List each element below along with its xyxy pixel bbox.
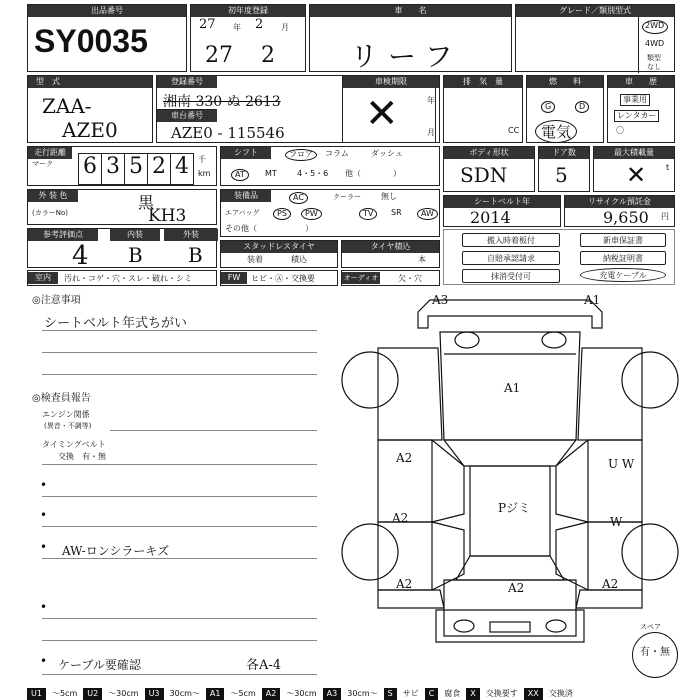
recycle-unit: 円: [661, 212, 669, 221]
history-box: [607, 75, 675, 143]
mark-uw: U W: [608, 457, 635, 471]
mark-a2-left-front: A2: [396, 451, 413, 465]
engine-label: エンジン関係: [42, 410, 90, 419]
exhaust-unit: CC: [508, 126, 520, 135]
notes-line-rule-2: [42, 352, 317, 353]
bullet-3-text: AW-ロンシラーキズ: [62, 544, 170, 558]
bullet-4: •: [40, 600, 48, 614]
shift-dash: ダッシュ: [371, 149, 403, 158]
chassis-header: 車台番号: [157, 110, 217, 122]
body-type-box: [443, 146, 535, 192]
shift-box: [220, 146, 440, 186]
color-code: KH3: [148, 206, 187, 226]
capacity-box: [593, 146, 675, 192]
mileage-box: [27, 146, 217, 186]
shift-mt: MT: [265, 169, 277, 178]
first-reg-month-unit-small: 月: [281, 23, 289, 32]
mileage-unit-1: 千: [198, 155, 206, 164]
exhaust-header: 排 気 量: [444, 76, 522, 88]
tire-load-header: タイヤ積込: [342, 241, 439, 253]
fuel-box: [526, 75, 604, 143]
legend-key-3: U3: [145, 688, 164, 700]
first-reg-year: 27: [205, 43, 233, 68]
color-value: 黒: [138, 193, 155, 212]
color-sub: (カラーNo): [32, 209, 68, 217]
bullet-2-rule: [42, 526, 317, 527]
bullet-3: •: [40, 540, 48, 554]
studless-opt2: 積込: [291, 255, 307, 264]
audio-row-opts: 欠・穴: [398, 274, 422, 283]
history-header: 車 歴: [608, 76, 674, 88]
shift-other: 他（ ）: [345, 169, 401, 178]
car-name-value: リーフ: [350, 40, 463, 73]
doc-3: 自賠承認請求: [462, 251, 560, 265]
bullet-5-rule: [42, 674, 317, 675]
legend-val-1: ～5cm: [51, 689, 78, 698]
equip-ps: PS: [273, 208, 291, 220]
engine-sub: (異音・不調等): [44, 422, 92, 430]
legend-val-9: 交換要す: [485, 689, 518, 698]
exterior-header: 外装: [164, 229, 218, 241]
stock-no-value: SY0035: [34, 23, 148, 59]
mileage-digit-4: 2: [148, 154, 171, 184]
fw-row-label: FW: [221, 272, 247, 284]
inspection-header: 車検期限: [343, 76, 439, 88]
inspection-month-unit: 月: [427, 128, 435, 137]
legend-val-5: ～30cm: [286, 689, 317, 698]
legend-val-8: 腐食: [444, 689, 461, 698]
equip-sr: SR: [391, 208, 402, 217]
fw-row-opts: ヒビ・Ⓐ・交換要: [251, 274, 315, 283]
inspection-year-unit: 年: [427, 96, 435, 105]
timing-label: タイミングベルト: [42, 440, 106, 449]
first-reg-year-small: 27: [199, 17, 216, 32]
exhaust-box: [443, 75, 523, 143]
equip-none: 無し: [381, 192, 397, 201]
equip-airbag: エアバッグ: [225, 209, 260, 217]
shift-at: AT: [231, 169, 249, 181]
mark-a2-left-mid: A2: [392, 511, 409, 525]
exterior-value: B: [188, 243, 203, 267]
first-reg-month: 2: [261, 43, 275, 68]
mileage-digits: [78, 153, 194, 185]
mileage-digit-5: 4: [175, 154, 189, 179]
bullet-5: •: [40, 654, 48, 668]
mileage-digit-1: 6: [79, 154, 102, 184]
equip-cooler: クーラー: [333, 193, 361, 201]
seatbelt-box: [443, 195, 561, 227]
notes-title: ◎注意事項: [32, 295, 81, 306]
equipment-header: 装備品: [221, 190, 271, 202]
shift-gears: 4・5・6: [297, 169, 329, 178]
fw-row: [220, 270, 338, 286]
equip-pw: PW: [301, 208, 322, 220]
bullet-2: •: [40, 508, 48, 522]
fuel-g: G: [541, 101, 555, 113]
shift-header: シフト: [221, 147, 271, 159]
car-damage-diagram: [340, 290, 690, 686]
shift-floor: フロア: [285, 149, 317, 161]
tire-load-box: [341, 240, 440, 268]
body-type-value: SDN: [460, 163, 508, 187]
score-box: [27, 228, 217, 271]
doc-4: 納税証明書: [580, 251, 666, 265]
doors-box: [538, 146, 590, 192]
score-header: 参考評価点: [28, 229, 98, 241]
bullet-4b-rule: [42, 640, 317, 641]
model-value-1: ZAA-: [42, 94, 92, 118]
bullet-5-text: ケーブル要確認: [58, 658, 141, 672]
mileage-unit-2: km: [198, 169, 211, 178]
studless-opt1: 装着: [247, 255, 263, 264]
mark-w: W: [610, 515, 623, 529]
recycle-value: 9,650: [603, 208, 649, 227]
recycle-box: [564, 195, 675, 227]
doc-6: 充電ケーブル: [580, 268, 666, 282]
mileage-digit-2: 3: [102, 154, 125, 184]
mark-a2-left-rear: A2: [396, 577, 413, 591]
drive-2wd-circle: [642, 20, 668, 34]
doors-value: 5: [555, 163, 568, 187]
legend-key-1: U1: [27, 688, 46, 700]
legend-key-5: A2: [262, 688, 281, 700]
mileage-sub: マーク: [32, 160, 53, 168]
audio-row-label: オーディオ: [343, 274, 379, 282]
fuel-d: D: [575, 101, 589, 113]
studless-header: スタッドレスタイヤ: [221, 241, 337, 253]
legend-key-8: C: [425, 688, 439, 700]
bullet-1: •: [40, 478, 48, 492]
grade-header: グレード／類別型式: [516, 5, 674, 17]
doc-5: 抹消受付可: [462, 269, 560, 283]
legend-key-6: A3: [323, 688, 342, 700]
mark-a3-front: A3: [432, 293, 449, 307]
legend-val-2: ～30cm: [108, 689, 139, 698]
mark-a2-rear: A2: [508, 581, 525, 595]
doc-1: 搬入時着板付: [462, 233, 560, 247]
color-header: 外 装 色: [28, 190, 78, 202]
color-box: [27, 189, 217, 225]
legend-key-2: U2: [83, 688, 102, 700]
registration-header: 登録番号: [157, 76, 217, 88]
mark-a2-right-rear: A2: [602, 577, 619, 591]
grade-box: [515, 4, 675, 72]
timing-opts: 交換 有・無: [58, 452, 106, 461]
spare-label: スペア: [640, 623, 661, 631]
interior-value: B: [128, 243, 143, 267]
tire-load-unit: 本: [418, 255, 426, 264]
legend-key-4: A1: [206, 688, 225, 700]
model-header: 型 式: [28, 76, 152, 88]
stock-no-header: 出品番号: [28, 5, 186, 17]
legend-val-4: ～5cm: [230, 689, 256, 698]
inspection-box: [342, 75, 440, 143]
chassis-value: AZE0 - 115546: [171, 124, 285, 142]
legend-val-3: 30cm～: [169, 689, 200, 698]
drive-2wd: 2WD: [645, 21, 665, 30]
seatbelt-header: シートベルト年: [444, 196, 560, 208]
stock-no-box: [27, 4, 187, 72]
mark-a1-hood: A1: [504, 381, 521, 395]
drive-none-1: 類型: [647, 54, 661, 62]
interior-row: [27, 270, 217, 286]
legend-val-10: 交換済: [548, 689, 573, 698]
score-value: 4: [72, 241, 89, 271]
drive-4wd: 4WD: [645, 39, 665, 48]
legend-key-9: X: [466, 688, 479, 700]
history-opt2: レンタカー: [614, 110, 659, 122]
drive-options: [638, 17, 677, 73]
interior-row-label: 室内: [28, 272, 58, 284]
bullet-1-rule: [42, 496, 317, 497]
notes-line-1: シートベルト年式ちがい: [44, 316, 188, 331]
seatbelt-value: 2014: [470, 208, 511, 227]
mileage-digit-3: 5: [125, 154, 148, 184]
inspection-value: ✕: [365, 91, 399, 137]
bullet-3-rule: [42, 558, 317, 559]
inspector-title: ◎検査員報告: [32, 393, 91, 404]
registration-value: 湘南 330 ぬ 2613: [163, 94, 281, 110]
first-reg-year-unit-small: 年: [233, 23, 241, 32]
mark-roof: Pジミ: [498, 501, 531, 515]
equip-tv: TV: [359, 208, 377, 220]
capacity-header: 最大積載量: [594, 147, 674, 159]
body-type-header: ボディ形状: [444, 147, 534, 159]
model-value-2: AZE0: [62, 118, 118, 142]
first-reg-box: [190, 4, 306, 72]
notes-line-rule-1: [42, 330, 317, 331]
equip-other: その他（ ）: [225, 224, 313, 233]
legend-val-7: サビ: [402, 689, 419, 698]
legend-val-6: 30cm～: [347, 689, 378, 698]
chassis-divider: [157, 109, 217, 110]
model-box: [27, 75, 153, 143]
fuel-header: 燃 料: [527, 76, 603, 88]
capacity-unit: t: [666, 163, 670, 172]
recycle-header: リサイクル預託金: [565, 196, 674, 208]
first-reg-header: 初年度登録: [191, 5, 305, 17]
bullet-4-rule: [42, 618, 317, 619]
interior-header: 内装: [110, 229, 160, 241]
equip-aw: AW: [417, 208, 438, 220]
equipment-box: [220, 189, 440, 237]
legend-key-10: XX: [524, 688, 543, 700]
damage-legend: [27, 688, 700, 700]
history-circle: 〇: [616, 126, 624, 135]
drive-none-2: なし: [647, 63, 661, 71]
mileage-header: 走行距離: [28, 147, 72, 159]
legend-key-7: S: [384, 688, 397, 700]
mark-a1-front: A1: [584, 293, 601, 307]
fuel-selected: 電気: [535, 120, 577, 143]
car-name-header: 車 名: [310, 5, 511, 17]
shift-column: コラム: [325, 149, 349, 158]
doc-2: 新車保証書: [580, 233, 666, 247]
car-name-box: [309, 4, 512, 72]
history-opt1: 事業用: [620, 94, 650, 106]
studless-box: [220, 240, 338, 268]
inspector-sign: 各A-4: [246, 658, 282, 673]
equip-ac: AC: [289, 192, 308, 204]
engine-rule: [110, 430, 317, 431]
interior-row-opts: 汚れ・コゲ・穴・スレ・破れ・シミ: [64, 274, 192, 283]
spare-value: 有・無: [640, 647, 670, 658]
doors-header: ドア数: [539, 147, 589, 159]
notes-line-rule-3: [42, 374, 317, 375]
first-reg-month-small: 2: [255, 17, 264, 32]
capacity-value: ✕: [626, 161, 647, 189]
audio-row: [341, 270, 440, 286]
timing-rule: [42, 464, 317, 465]
